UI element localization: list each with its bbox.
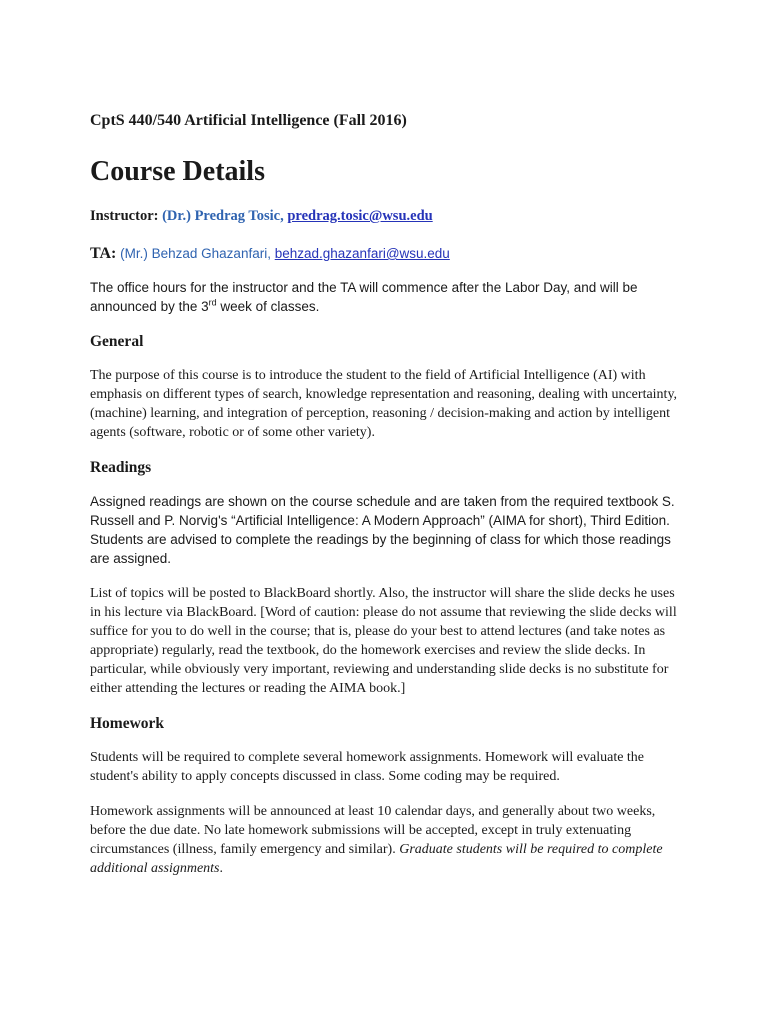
ta-line (90, 244, 680, 264)
ta-label: TA: (90, 245, 117, 262)
homework-paragraph-2 (90, 802, 680, 878)
readings-heading: Readings (90, 459, 152, 476)
homework-paragraph-1: Students will be required to complete several homework assignments. Homework will evaluate the student's ability to apply concepts discussed in class. Some coding may be required. (90, 750, 645, 784)
office-hours-text-end: week of classes. (216, 299, 320, 314)
homework-paragraph-2-text: Homework assignments will be announced at least 10 calendar days, and generally about two weeks, before the due date. No late homework submissions will be accepted, except in truly extenuating circumstances (illness, family emergency and similar). (90, 804, 656, 857)
readings-paragraph-2: List of topics will be posted to BlackBoard shortly. Also, the instructor will share the slide decks he uses in his lecture via BlackBoard. [Word of caution: please do not assume that reviewing the slide decks will suffice for you to do well in the course; that is, please do your best to attend lectures (and take notes as appropriate) regularly, read the textbook, do the homework exercises and review the slide decks. In particular, while obviously very important, reviewing and understanding slide decks is no substitute for either attending the lectures or reading the AIMA book.] (90, 586, 677, 696)
general-paragraph: The purpose of this course is to introduce the student to the field of Artificial Intelligence (AI) with emphasis on different types of search, knowledge representation and reasoning, dealing with uncertainty, (machine) learning, and integration of perception, reasoning / decision-making and action by intelligent agents (software, robotic or of some other variety). (90, 368, 678, 440)
homework-paragraph-2-end: . (219, 861, 224, 876)
instructor-label: Instructor: (90, 208, 159, 224)
instructor-name: (Dr.) Predrag Tosic, (162, 208, 284, 224)
homework-heading: Homework (90, 715, 165, 732)
page-title: Course Details (90, 156, 265, 187)
course-header: CptS 440/540 Artificial Intelligence (Fall 2016) (90, 112, 407, 129)
ta-name: (Mr.) Behzad Ghazanfari, (120, 246, 271, 261)
document-page (90, 110, 680, 894)
office-hours-superscript: rd (208, 297, 217, 308)
ta-email-link[interactable]: behzad.ghazanfari@wsu.edu (274, 246, 450, 261)
readings-paragraph-1: Assigned readings are shown on the course schedule and are taken from the required textbook S. Russell and P. Norvig's “Artificial Intelligence: A Modern Approach” (AIMA for short), Third Edition. Students are advised to complete the readings by the beginning of class for which those readings are assigned. (90, 494, 675, 566)
homework-graduate-note: Graduate students will be required to complete additional assignments (90, 842, 663, 876)
instructor-email-link[interactable]: predrag.tosic@wsu.edu (287, 208, 433, 224)
general-heading: General (90, 333, 144, 350)
office-hours-text: The office hours for the instructor and the TA will commence after the Labor Day, and will be announced by the 3 (90, 280, 638, 314)
instructor-line (90, 206, 680, 226)
office-hours-paragraph (90, 278, 680, 316)
